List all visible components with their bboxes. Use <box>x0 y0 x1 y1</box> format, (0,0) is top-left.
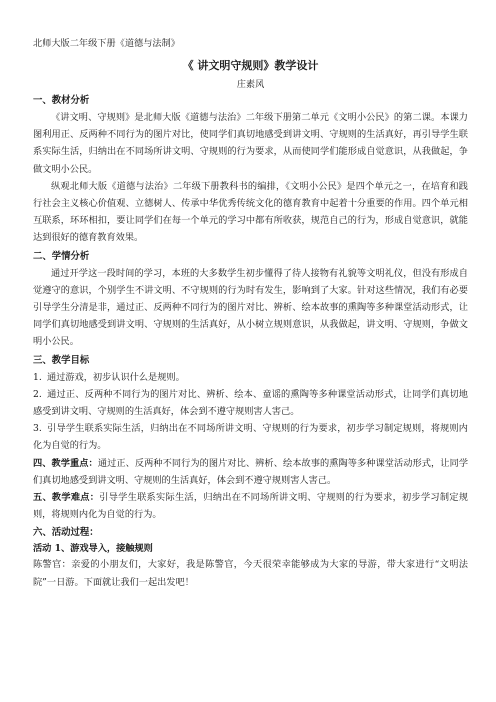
section-heading-activity-process: 六、活动过程： <box>33 527 99 539</box>
goal-text: 通过正、反两种不同行为的图片对比、辨析、绘本、童谣的熏陶等多种课堂活动形式，让同学们真切地感受到讲文明、守规则的生活真好，体会到不遵守规则害人害己。 <box>33 388 468 418</box>
teaching-focus <box>33 455 468 489</box>
goal-item <box>33 420 468 454</box>
section-heading-teaching-goals: 三、教学目标 <box>33 354 90 366</box>
paragraph-textbook-analysis-1: 《讲文明、守规则》是北师大版《道德与法治》二年级下册第二单元《文明小公民》的第二课。本课力图利用正、反两种不同行为的图片对比，使同学们真切地感受到讲文明、守规则的生活真好，再引导学生联系实际生活，归纳出在不同场所讲文明、守规则的行为要求，从而使同学们能形成自觉意识，从我做起，争做文明小公民。 <box>33 112 468 175</box>
goal-item <box>33 386 468 420</box>
paragraph-textbook-analysis-2: 纵观北师大版《道德与法治》二年级下册教科书的编排，《文明小公民》是四个单元之一，在培育和践行社会主义核心价值观、立德树人、传承中华优秀传统文化的德育教育中起着十分重要的作用。四个单元相互联系，环环相扣，要让同学们在每一个单元的学习中都有所收获，规范自己的行为，形成自觉意识，就能达到很好的德育教育效果。 <box>33 180 468 244</box>
goal-text: 引导学生联系实际生活，归纳出在不同场所讲文明、守规则的行为要求，初步学习制定规则，将规则内化为自觉的行为。 <box>33 423 468 452</box>
paragraph-student-analysis: 通过开学这一段时间的学习，本班的大多数学生初步懂得了待人接物有礼貌等文明礼仪，但没有形成自觉遵守的意识，个别学生不讲文明、不守规则的行为时有发生，影响到了大家。针对这些情况，我们有必要引导学生分清是非，通过正、反两种不同行为的图片对比、辨析、绘本故事的熏陶等多种课堂活动形式，让同学们真切地感受到讲文明、守规则的生活真好，从小树立规则意识，从我做起，讲文明、守规则，争做文明小公民。 <box>33 267 468 348</box>
goal-number: 1. <box>33 371 42 383</box>
section-heading-student-analysis: 二、学情分析 <box>33 250 90 262</box>
goal-number: 3. <box>33 423 42 435</box>
goal-number: 2. <box>33 388 42 400</box>
teaching-difficulty-label: 五、教学难点： <box>33 492 100 504</box>
section-heading-textbook-analysis: 一、教材分析 <box>33 95 90 106</box>
teaching-focus-label: 四、教学重点： <box>33 457 98 469</box>
document-header: 北师大版二年级下册《道德与法制》 <box>33 38 180 49</box>
document-title: 《 讲文明守规则》教学设计 <box>182 59 319 72</box>
goal-text: 通过游戏，初步认识什么是规则。 <box>47 371 185 383</box>
author-name: 庄素风 <box>236 79 265 90</box>
paragraph-activity-dialogue: 陈警官：亲爱的小朋友们，大家好，我是陈警官，今天很荣幸能够成为大家的导游，带大家进行“文明法院”一日游。下面就让我们一起出发吧！ <box>33 559 468 588</box>
activity-heading: 活动 1、游戏导入，接触规则 <box>33 543 153 555</box>
teaching-difficulty-text: 引导学生联系实际生活，归纳出在不同场所讲文明、守规则的行为要求，初步学习制定规则，将规则内化为自觉的行为。 <box>33 492 469 521</box>
teaching-difficulty <box>33 489 468 523</box>
goal-item <box>33 369 468 386</box>
teaching-focus-text: 通过正、反两种不同行为的图片对比、辨析、绘本故事的熏陶等多种课堂活动形式，让同学们真切地感受到讲文明、守规则的生活真好，体会到不遵守规则害人害己。 <box>33 457 469 486</box>
